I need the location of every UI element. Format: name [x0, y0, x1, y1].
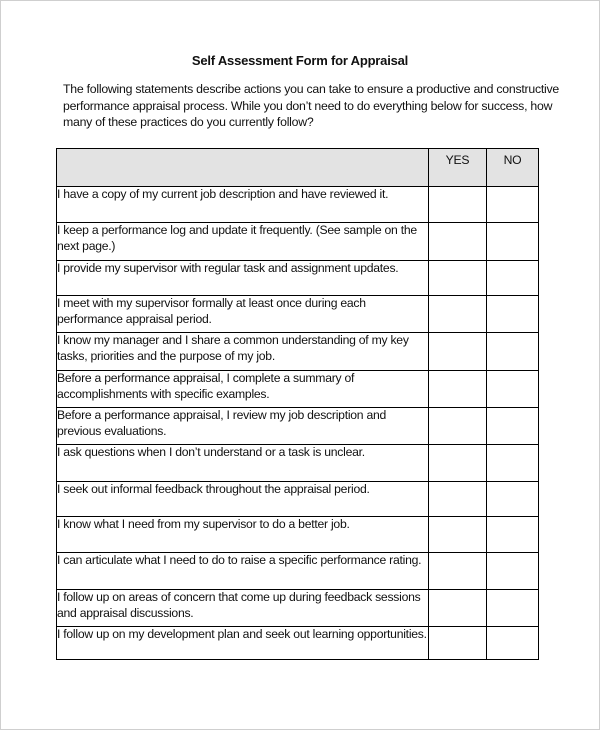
- yes-cell[interactable]: [429, 627, 487, 660]
- yes-cell[interactable]: [429, 482, 487, 517]
- table-row: [57, 445, 539, 482]
- statement-cell: I know my manager and I share a common understanding of my key tasks, priorities and the purpose of my job.: [57, 333, 429, 371]
- statement-cell: Before a performance appraisal, I review my job description and previous evaluations.: [57, 408, 429, 445]
- no-cell[interactable]: [487, 371, 539, 408]
- no-cell[interactable]: [487, 627, 539, 660]
- table-row: [57, 553, 539, 590]
- yes-cell[interactable]: [429, 371, 487, 408]
- statement-cell: I ask questions when I don’t understand or a task is unclear.: [57, 445, 429, 482]
- no-cell[interactable]: [487, 445, 539, 482]
- yes-cell[interactable]: [429, 408, 487, 445]
- statement-header: [57, 149, 429, 187]
- no-cell[interactable]: [487, 333, 539, 371]
- statement-cell: I provide my supervisor with regular task and assignment updates.: [57, 261, 429, 296]
- intro-paragraph: The following statements describe actions you can take to ensure a productive and constructive performance appraisal process. While you don’t need to do everything below for success, how many of these practices do you currently follow?: [63, 82, 559, 129]
- statement-cell: I meet with my supervisor formally at least once during each performance appraisal period.: [57, 296, 429, 333]
- statement-cell: I seek out informal feedback throughout the appraisal period.: [57, 482, 429, 517]
- table-row: [57, 223, 539, 261]
- yes-cell[interactable]: [429, 445, 487, 482]
- table-row: [57, 408, 539, 445]
- assessment-table: [56, 148, 539, 660]
- no-cell[interactable]: [487, 261, 539, 296]
- no-header: NO: [487, 149, 539, 187]
- table-row: [57, 187, 539, 223]
- table-row: [57, 261, 539, 296]
- table-row: [57, 627, 539, 660]
- table-row: [57, 517, 539, 553]
- no-cell[interactable]: [487, 223, 539, 261]
- yes-cell[interactable]: [429, 223, 487, 261]
- no-cell[interactable]: [487, 553, 539, 590]
- yes-cell[interactable]: [429, 296, 487, 333]
- statement-cell: I keep a performance log and update it frequently. (See sample on the next page.): [57, 223, 429, 261]
- statement-cell: I can articulate what I need to do to raise a specific performance rating.: [57, 553, 429, 590]
- table-row: [57, 296, 539, 333]
- table-row: [57, 371, 539, 408]
- statement-cell: I know what I need from my supervisor to do a better job.: [57, 517, 429, 553]
- form-title: Self Assessment Form for Appraisal: [191, 53, 409, 68]
- statement-cell: I have a copy of my current job description and have reviewed it.: [57, 187, 429, 223]
- no-cell[interactable]: [487, 590, 539, 627]
- yes-cell[interactable]: [429, 333, 487, 371]
- statement-cell: Before a performance appraisal, I complete a summary of accomplishments with specific examples.: [57, 371, 429, 408]
- yes-cell[interactable]: [429, 187, 487, 223]
- table-row: [57, 590, 539, 627]
- yes-cell[interactable]: [429, 517, 487, 553]
- table-row: [57, 333, 539, 371]
- no-cell[interactable]: [487, 482, 539, 517]
- yes-header: YES: [429, 149, 487, 187]
- yes-cell[interactable]: [429, 261, 487, 296]
- no-cell[interactable]: [487, 187, 539, 223]
- table-row: [57, 482, 539, 517]
- yes-cell[interactable]: [429, 553, 487, 590]
- statement-cell: I follow up on areas of concern that come up during feedback sessions and appraisal discussions.: [57, 590, 429, 627]
- no-cell[interactable]: [487, 517, 539, 553]
- table-header-row: [57, 149, 539, 187]
- yes-cell[interactable]: [429, 590, 487, 627]
- statement-cell: I follow up on my development plan and seek out learning opportunities.: [57, 627, 429, 660]
- no-cell[interactable]: [487, 296, 539, 333]
- no-cell[interactable]: [487, 408, 539, 445]
